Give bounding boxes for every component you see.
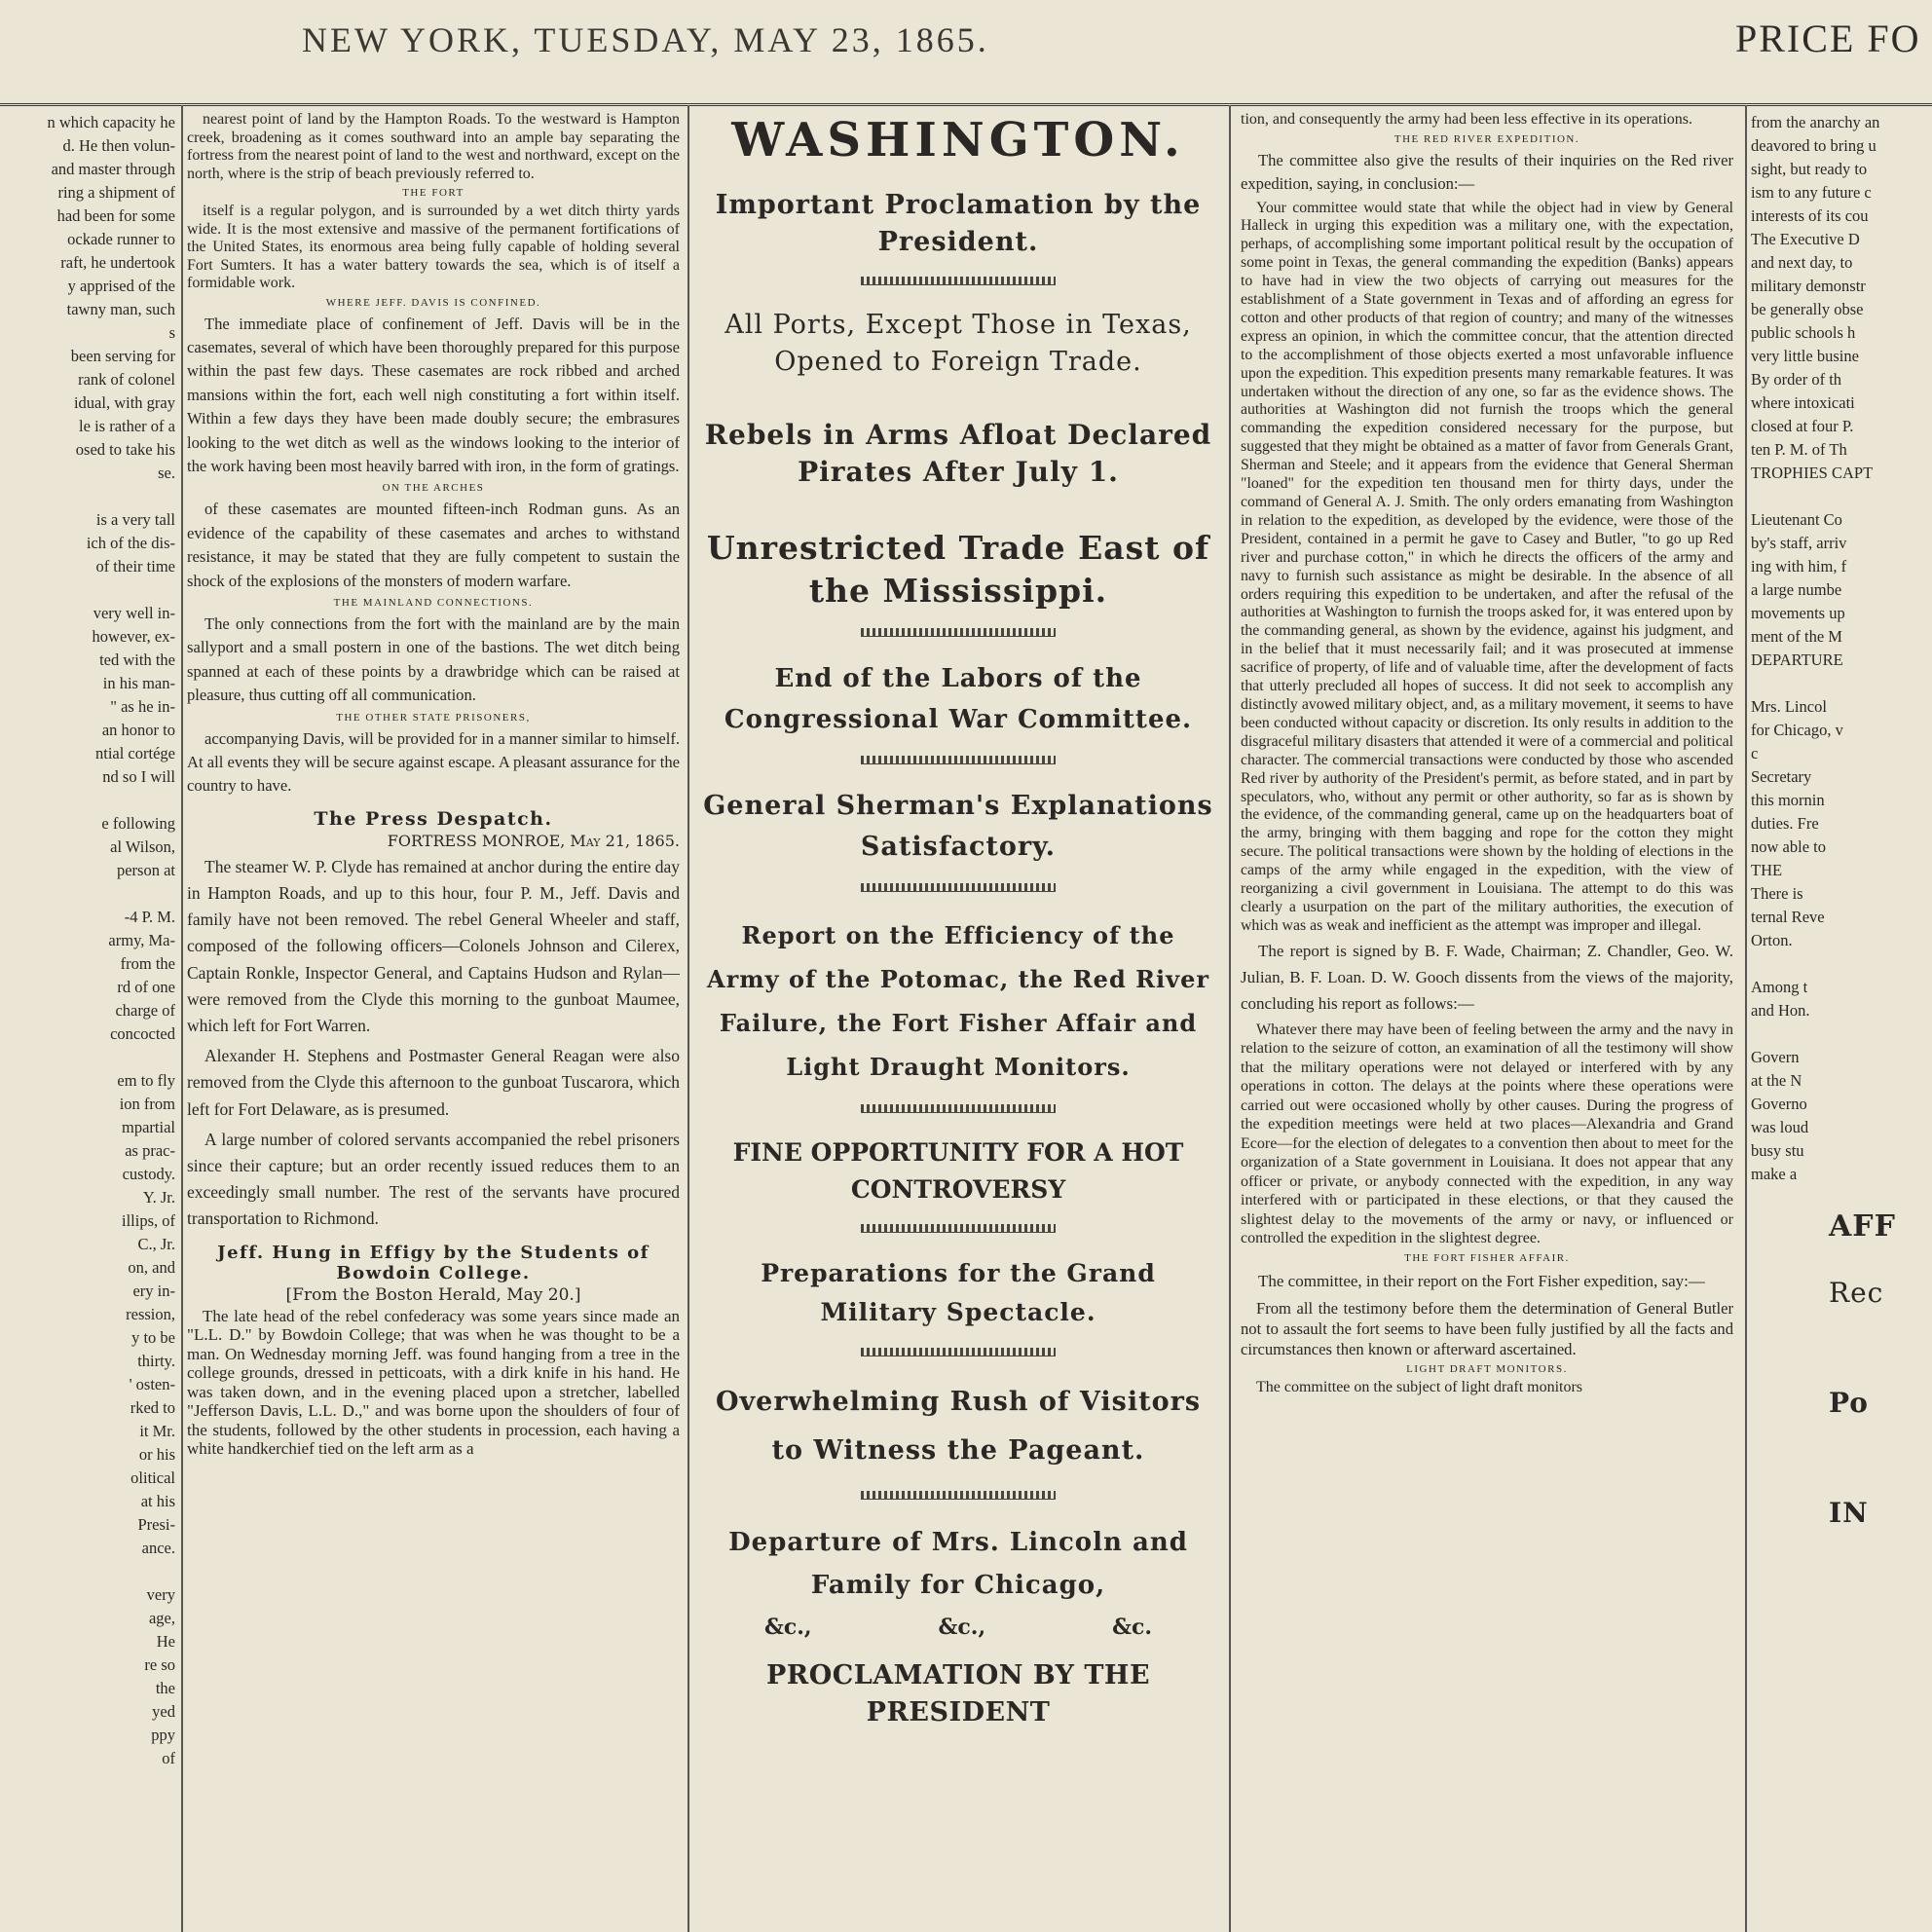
text-line: e following	[101, 814, 175, 833]
text-line: n which capacity he	[47, 113, 175, 131]
text-line: however, ex-	[92, 627, 175, 646]
masthead-date: NEW YORK, TUESDAY, MAY 23, 1865.	[302, 20, 989, 59]
text-line	[1751, 1022, 1932, 1046]
etc-mark: &c.	[1112, 1615, 1152, 1640]
subheading: LIGHT DRAFT MONITORS.	[1406, 1362, 1568, 1375]
deck-headline: Rebels in Arms Afloat Declared Pirates After July 1.	[704, 419, 1212, 488]
text-line: deavored to bring u	[1751, 136, 1876, 155]
text-line: ery in-	[132, 1282, 175, 1300]
dateline: FORTRESS MONROE, May 21, 1865.	[387, 831, 680, 850]
text-line: He	[156, 1632, 175, 1651]
paragraph: The late head of the rebel confederacy was some years since made an "L.L. D." by Bowdoin College; that was when he was thought to be a man. On Wednesday morning Jeff. was found hanging from a tree in the college grounds, dressed in petticoats, with a dirk knife in his hand. He was taken down, and in the evening placed upon a stretcher, labelled "Jefferson Davis, L.L. D.," and was borne upon the shoulders of four of the students, followed by the other students in procession, each having a white handkerchief tied on the left arm as a	[187, 1306, 680, 1459]
text-line: and Hon.	[1751, 1001, 1810, 1020]
text-line: army, Ma-	[108, 931, 175, 949]
text-line: ' osten-	[129, 1375, 175, 1393]
story-headline: The Press Despatch.	[314, 807, 553, 830]
text-line: C., Jr.	[137, 1235, 175, 1253]
text-line: for Chicago, v	[1751, 721, 1843, 739]
text-line: tawny man, such	[66, 300, 175, 318]
text-line	[1751, 485, 1932, 508]
column-fortress-monroe	[119, 111, 680, 1932]
text-line: interests of its cou	[1751, 206, 1869, 225]
text-line: Secretary	[1751, 767, 1812, 786]
text-line: Presi-	[137, 1515, 175, 1534]
text-line: osed to take his	[75, 440, 175, 459]
etc-mark: &c.,	[938, 1615, 986, 1640]
text-line: rank of colonel	[78, 370, 175, 389]
paragraph: A large number of colored servants accompanied the rebel prisoners since their capture; but an order recently issued reduces them to an exceedingly small number. The rest of the servants have procured transportation to Richmond.	[187, 1129, 680, 1229]
paragraph: The committee on the subject of light draft monitors	[1256, 1378, 1583, 1395]
text-line: Y. Jr.	[142, 1188, 175, 1207]
text-line: ression,	[126, 1305, 175, 1323]
fragment-heading: AFF	[1829, 1209, 1896, 1244]
text-line: age,	[148, 1609, 175, 1627]
deck-headline: Important Proclamation by the President.	[715, 190, 1202, 257]
decorative-rule	[861, 1104, 1056, 1113]
paragraph: The only connections from the fort with the mainland are by the main sallyport and a small postern in one of the bastions. The wet ditch being spanned at each of these points by a drawbridge which can be raised at pleasure, thus cutting off all communication.	[187, 613, 680, 705]
text-line: ted with the	[99, 650, 175, 669]
text-line: re so	[144, 1655, 175, 1674]
text-line: by's staff, arriv	[1751, 534, 1847, 552]
fragment-heading: IN	[1829, 1497, 1869, 1529]
text-line: very	[146, 1585, 175, 1604]
masthead	[0, 0, 1932, 106]
text-line: this mornin	[1751, 791, 1825, 809]
text-line: raft, he undertook	[60, 253, 175, 272]
deck-headline: Overwhelming Rush of Visitors to Witness the Pageant.	[715, 1387, 1202, 1466]
text-line: ternal Reve	[1751, 908, 1825, 926]
et-cetera-line	[701, 1615, 1215, 1640]
deck-headline: All Ports, Except Those in Texas, Opened to Foreign Trade.	[724, 310, 1192, 377]
text-line: charge of	[115, 1001, 175, 1020]
text-line: and next day, to	[1751, 253, 1853, 272]
text-line: em to fly	[117, 1071, 175, 1090]
text-line: le is rather of a	[79, 417, 175, 435]
deck-headline: Unrestricted Trade East of the Mississippi.	[706, 529, 1210, 610]
paragraph: accompanying Davis, will be provided for in a manner similar to himself. At all events they will be secure against escape. A pleasant assurance for the country to have.	[187, 728, 680, 796]
subheading: THE FORT FISHER AFFAIR.	[1404, 1251, 1570, 1264]
decorative-rule	[861, 277, 1056, 285]
text-line: as prac-	[125, 1141, 175, 1160]
story-headline: Jeff. Hung in Effigy by the Students of Bowdoin College.	[217, 1242, 650, 1283]
subheading: WHERE JEFF. DAVIS IS CONFINED.	[325, 296, 541, 309]
paragraph: The immediate place of confinement of Jeff. Davis will be in the casemates, several of which have been thoroughly prepared for this purpose within the past few days. These casemates are rock ribbed and arched mansions within the fort, each well nigh constituting a fort within itself. Within a few days they have been made doubly secure; the embrasures looking to the wet ditch as well as the windows looking to the interior of the work having been most heavily barred with iron, in the form of gratings.	[187, 314, 680, 475]
text-line: yed	[152, 1702, 175, 1721]
paragraph: From all the testimony before them the determination of General Butler not to assault the fort seems to have been fully justified by all the facts and circumstances then known or afterward ascertained.	[1241, 1298, 1733, 1358]
deck-headline: General Sherman's Explanations Satisfactory.	[703, 791, 1213, 862]
paragraph: tion, and consequently the army had been less effective in its operations.	[1241, 111, 1693, 128]
paragraph: nearest point of land by the Hampton Roads. To the westward is Hampton creek, broadening as it comes southward into an ample bay separating the fortress from the nearest point of land to the west and northward, except on the north, where is the strip of beach previously referred to.	[187, 111, 680, 182]
text-line: concocted	[110, 1024, 175, 1043]
text-line: sight, but ready to	[1751, 160, 1868, 178]
column-rule	[1229, 105, 1231, 1932]
text-line: duties. Fre	[1751, 814, 1819, 833]
text-line: the	[155, 1679, 175, 1697]
text-line: mpartial	[122, 1118, 175, 1136]
text-line: ntial cortége	[94, 744, 175, 762]
text-line: ring a shipment of	[57, 183, 175, 202]
story-source: [From the Boston Herald, May 20.]	[285, 1284, 581, 1305]
text-line: military demonstr	[1751, 277, 1866, 295]
text-line: person at	[116, 861, 175, 879]
text-line: had been for some	[56, 206, 175, 225]
text-line: from the anarchy an	[1751, 113, 1880, 131]
text-line: d. He then volun-	[62, 136, 175, 155]
text-line: olitical	[130, 1468, 175, 1487]
text-line: ism to any future c	[1751, 183, 1872, 202]
column-rule	[687, 105, 689, 1932]
section-title: WASHINGTON.	[731, 113, 1185, 167]
text-line: al Wilson,	[110, 837, 175, 856]
text-line	[1751, 672, 1932, 695]
proclamation-headline: PROCLAMATION BY THE PRESIDENT	[765, 1660, 1151, 1728]
text-line: rked to	[130, 1398, 175, 1417]
text-line: movements up	[1751, 604, 1845, 622]
text-line: THE	[1751, 861, 1783, 879]
text-line: been serving for	[70, 347, 175, 365]
paragraph: The report is signed by B. F. Wade, Chairman; Z. Chandler, Geo. W. Julian, B. F. Loan. D. W. Gooch dissents from the views of the majority, concluding his report as follows:—	[1241, 941, 1733, 1013]
text-line: y apprised of the	[67, 277, 175, 295]
text-line: an honor to	[101, 721, 175, 739]
deck-headline: Report on the Efficiency of the Army of the Potomac, the Red River Failure, the Fort Fisher Affair and Light Draught Monitors.	[706, 921, 1209, 1081]
paragraph: of these casemates are mounted fifteen-inch Rodman guns. As an evidence of the capability of these casemates and arches to withstand resistance, it may be stated that they are fully competent to sustain the shock of the explosions of the monsters of modern warfare.	[187, 500, 680, 590]
text-line: Orton.	[1751, 931, 1793, 949]
deck-headline: FINE OPPORTUNITY FOR A HOT CONTROVERSY	[732, 1138, 1184, 1204]
text-line: y to be	[131, 1328, 175, 1347]
text-line: ockade runner to	[67, 230, 175, 248]
deck-headline: Preparations for the Grand Military Spectacle.	[761, 1259, 1156, 1326]
text-line: very well in-	[93, 604, 175, 622]
column-committee-report	[1235, 111, 1739, 1932]
decorative-rule	[861, 756, 1056, 764]
decorative-rule	[861, 628, 1056, 637]
text-line: make a	[1751, 1165, 1798, 1183]
text-line: ich of the dis-	[86, 534, 175, 552]
text-line: be generally obse	[1751, 300, 1864, 318]
decorative-rule	[861, 1491, 1056, 1500]
text-line: at the N	[1751, 1071, 1802, 1090]
text-line: rd of one	[117, 978, 175, 996]
column-rule	[1745, 105, 1747, 1932]
deck-headline: End of the Labors of the Congressional War Committee.	[724, 664, 1193, 734]
text-line: and master through	[51, 160, 175, 178]
text-line: where intoxicati	[1751, 393, 1855, 412]
text-line: The Executive D	[1751, 230, 1860, 248]
text-line: of their time	[95, 557, 175, 576]
paragraph: Whatever there may have been of feeling between the army and the navy in relation to the seizure of cotton, an examination of all the testimony will show that the military operations were not delayed or interfered with by any operations in cotton. The delays at the points where these operations were carried out were occasioned wholly by other causes. During the progress of the expedition meetings were held at two places—Alexandria and Grand Ecore—for the election of delegates to a convention then about to meet for the organization of a State government in Louisiana. It does not appear that any officer or private, or anybody connected with the expedition, in any way interfered with or participated in these elections, or that they caused the slightest delay to the movements of the army or navy, or influenced or controlled the expedition in the slightest degree.	[1241, 1021, 1733, 1247]
text-line	[1751, 952, 1932, 976]
subheading: THE RED RIVER EXPEDITION.	[1393, 132, 1580, 145]
text-line: custody.	[122, 1165, 175, 1183]
paragraph: itself is a regular polygon, and is surrounded by a wet ditch thirty yards wide. It is the most extensive and massive of the permanent fortifications of the United States, its enormous area being fully capable of holding several Fort Sumters. It has a water battery towards the sea, which is of itself a formidable work.	[187, 203, 680, 291]
text-line: busy stu	[1751, 1141, 1804, 1160]
fragment-heading: Rec	[1829, 1277, 1884, 1309]
text-line: thirty.	[137, 1352, 175, 1370]
subheading: THE OTHER STATE PRISONERS,	[336, 711, 531, 724]
text-line: is a very tall	[95, 510, 175, 529]
decorative-rule	[861, 883, 1056, 892]
text-line: se.	[158, 464, 175, 482]
fragment-heading: Po	[1829, 1387, 1869, 1419]
paragraph: The committee, in their report on the Fort Fisher expedition, say:—	[1258, 1271, 1705, 1290]
paragraph: The committee also give the results of their inquiries on the Red river expedition, saying, in conclusion:—	[1241, 150, 1733, 193]
etc-mark: &c.,	[763, 1615, 812, 1640]
text-line: ten P. M. of Th	[1751, 440, 1847, 459]
text-line: idual, with gray	[73, 393, 175, 412]
text-line: at his	[140, 1492, 175, 1510]
text-line: ing with him, f	[1751, 557, 1847, 576]
text-line: public schools h	[1751, 323, 1856, 342]
column-washington	[693, 111, 1223, 1932]
text-line: Govern	[1751, 1048, 1800, 1066]
text-line: ion from	[119, 1095, 175, 1113]
text-line: a large numbe	[1751, 580, 1842, 599]
text-line: Among t	[1751, 978, 1808, 996]
text-line: TROPHIES CAPT	[1751, 464, 1874, 482]
column-right-fragment	[1751, 111, 1932, 1932]
text-line: DEPARTURE	[1751, 650, 1843, 669]
subheading: THE FORT	[402, 187, 464, 199]
text-line: By order of th	[1751, 370, 1842, 389]
paragraph: The steamer W. P. Clyde has remained at anchor during the entire day in Hampton Roads, and up to this hour, four P. M., Jeff. Davis and family have not been removed. The rebel General Wheeler and staff, composed of the following officers—Colonels Johnson and Cilerex, Captain Ronkle, Inspector General, and Captains Hudson and Rylan—were removed from the Clyde this morning to the gunboat Maumee, which left for Fort Warren.	[187, 856, 680, 1036]
text-line: s	[168, 323, 175, 342]
text-line: was loud	[1751, 1118, 1809, 1136]
text-line: Governo	[1751, 1095, 1807, 1113]
deck-headline: Departure of Mrs. Lincoln and Family for Chicago,	[728, 1528, 1188, 1600]
subheading: ON THE ARCHES	[382, 482, 485, 495]
text-line: -4 P. M.	[124, 908, 175, 926]
text-line: closed at four P.	[1751, 417, 1854, 435]
text-line: c	[1751, 744, 1759, 762]
text-line: ment of the M	[1751, 627, 1842, 646]
text-line: very little busine	[1751, 347, 1859, 365]
text-line: Mrs. Lincol	[1751, 697, 1827, 716]
paragraph: Alexander H. Stephens and Postmaster General Reagan were also removed from the Clyde this afternoon to the gunboat Tuscarora, which left for Fort Delaware, as is presumed.	[187, 1046, 680, 1119]
text-line: on, and	[128, 1258, 175, 1277]
subheading: THE MAINLAND CONNECTIONS.	[333, 596, 534, 609]
text-line: it Mr.	[139, 1422, 175, 1440]
text-line: ance.	[141, 1539, 175, 1557]
paragraph: Your committee would state that while the object had in view by General Halleck in urging this expedition was a military one, with the expectation, perhaps, of accomplishing some important political result by the occupation of some point in Texas, the general commanding the expedition (Banks) appears to have had in view the two objects of carrying out measures for the establishment of a State government in Texas and of affording an egress for cotton and other products of that region of country; and many of the witnesses express an opinion, in which the committee concur, that the attention directed to the accomplishment of those objects exerted a most unfavorable influence upon the expedition. This expedition presents many remarkable features. It was undertaken without the direction of any one, so far as the evidence shows. The authorities at Washington did not furnish the troops which the general commanding the expedition considered necessary for the purpose, but suggested that they might be obtained as a matter of favor from Generals Grant, Sherman and Steele; and it appears from the evidence that General Sherman "loaned" for the expedition ten thousand men for thirty days, under the command of General A. J. Smith. The only orders emanating from Washington in relation to the expedition, as developed by the evidence, were those of the President, contained in a permit he gave to Casey and Butler, "to go up Red river and purchase cotton," in which he directs the officers of the army and navy to furnish such assistance as might be desirable. In the absence of all orders requiring this expedition to be undertaken, and after the refusal of the authorities at Washington to furnish the troops asked for, it was entered upon by the commanding general, as shown by the evidence, against his judgment, and in the belief that it must necessarily fail; and it was prosecuted at immense sacrifice of property, of life and of valuable time, after the development of facts that utterly precluded all hopes of success. It did not seek to accomplish any distinctly avowed military object, and, as a military movement, it seems to have been conducted without capacity or discretion. Its only results in addition to the disgraceful military disasters that attended it were of a commercial and political character. The commercial transactions were conducted by those who ascended Red river by authority of the President's permit, as before stated, and in part by speculators, who, without any permit or other authority, so far as is shown by the evidence, of the commanding general, came up on the headquarters boat of the army, bringing with them bagging and rope for the cotton they might secure. The political transactions were shown by the holding of elections in the camps of the army while engaged in the expedition, with the view of reorganizing a civil government in Louisiana. The attempt to do this was clearly a usurpation on the part of the military authorities, the execution of which was as weak and inefficient as the attempt was improper and illegal.	[1241, 199, 1733, 934]
text-line: or his	[138, 1445, 175, 1464]
text-line: Lieutenant Co	[1751, 510, 1842, 529]
text-line: now able to	[1751, 837, 1826, 856]
text-line: " as he in-	[110, 697, 175, 716]
decorative-rule	[861, 1224, 1056, 1233]
masthead-price: PRICE FO	[1735, 17, 1921, 60]
text-line: illips, of	[121, 1211, 175, 1230]
text-line: There is	[1751, 884, 1803, 903]
text-line: nd so I will	[102, 767, 175, 786]
text-line: from the	[120, 954, 175, 973]
text-line: of	[162, 1749, 175, 1767]
decorative-rule	[861, 1348, 1056, 1356]
text-line: in his man-	[102, 674, 175, 692]
text-line: ppy	[151, 1726, 175, 1744]
